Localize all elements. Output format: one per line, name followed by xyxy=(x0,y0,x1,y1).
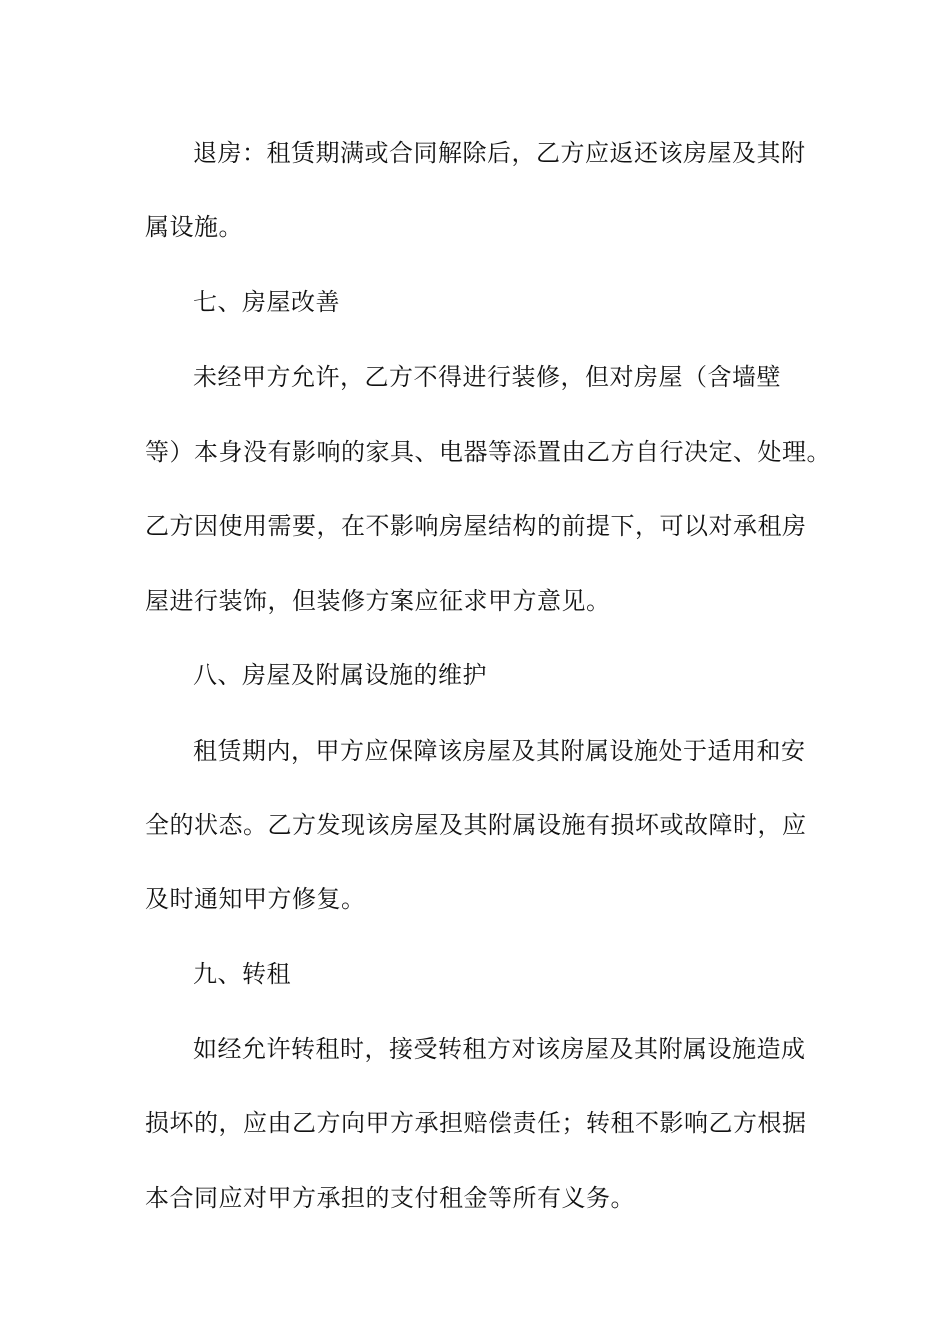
paragraph-sublease-line-3: 本合同应对甲方承担的支付租金等所有义务。 xyxy=(145,1184,635,1212)
paragraph-improvement-line-2: 等）本身没有影响的家具、电器等添置由乙方自行决定、处理。 xyxy=(145,438,831,466)
paragraph-improvement-line-3: 乙方因使用需要，在不影响房屋结构的前提下，可以对承租房 xyxy=(145,512,807,540)
section-heading-7: 七、房屋改善 xyxy=(193,288,340,316)
paragraph-improvement-line-4: 屋进行装饰，但装修方案应征求甲方意见。 xyxy=(145,587,611,615)
paragraph-checkout-line-1: 退房：租赁期满或合同解除后，乙方应返还该房屋及其附 xyxy=(193,139,806,167)
paragraph-improvement-line-1: 未经甲方允许，乙方不得进行装修，但对房屋（含墙壁 xyxy=(193,363,781,391)
section-heading-9: 九、转租 xyxy=(193,960,291,988)
paragraph-maintenance-line-1: 租赁期内，甲方应保障该房屋及其附属设施处于适用和安 xyxy=(193,737,806,765)
paragraph-sublease-line-1: 如经允许转租时，接受转租方对该房屋及其附属设施造成 xyxy=(193,1035,806,1063)
paragraph-maintenance-line-3: 及时通知甲方修复。 xyxy=(145,885,366,913)
section-heading-8: 八、房屋及附属设施的维护 xyxy=(193,661,487,689)
paragraph-checkout-line-2: 属设施。 xyxy=(145,213,243,241)
paragraph-sublease-line-2: 损坏的，应由乙方向甲方承担赔偿责任；转租不影响乙方根据 xyxy=(145,1109,807,1137)
paragraph-maintenance-line-2: 全的状态。乙方发现该房屋及其附属设施有损坏或故障时，应 xyxy=(145,811,807,839)
